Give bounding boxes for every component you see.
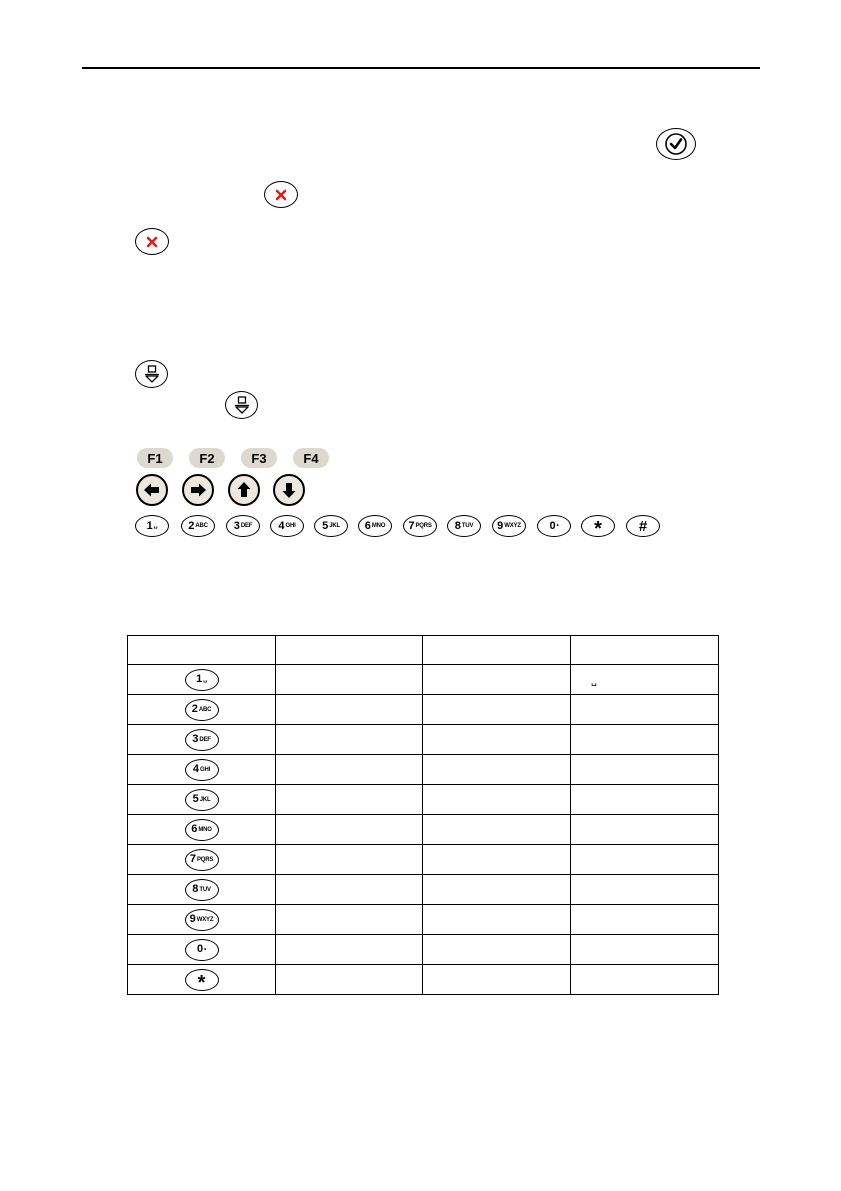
- key-4: 4 GHI: [185, 759, 219, 781]
- cancel-x-icon: [264, 181, 298, 208]
- key-mapping-table: [127, 635, 719, 995]
- table-row: [128, 665, 719, 695]
- key-cell: [128, 755, 276, 785]
- table-cell: [571, 785, 719, 815]
- table-cell: [571, 905, 719, 935]
- enter-down-icon: [135, 360, 168, 388]
- table-row: [128, 905, 719, 935]
- table-cell: [423, 695, 571, 725]
- key-7: 7 PQRS: [185, 849, 219, 871]
- key-7: 7 PQRS: [403, 515, 437, 537]
- key-5: 5 JKL: [314, 515, 348, 537]
- table-row: [128, 785, 719, 815]
- table-cell: [276, 935, 423, 965]
- key-hash: #: [626, 515, 660, 537]
- key-3: 3 DEF: [226, 515, 260, 537]
- key-cell: [128, 695, 276, 725]
- space-symbol: ␣: [591, 676, 597, 687]
- table-header-cell: [423, 636, 571, 665]
- table-row: [128, 755, 719, 785]
- up-arrow-icon: [228, 474, 260, 506]
- key-1: 1 ␣: [135, 515, 169, 537]
- table-cell: [423, 875, 571, 905]
- table-cell: [276, 695, 423, 725]
- key-4: 4 GHI: [270, 515, 304, 537]
- table-cell: [571, 815, 719, 845]
- table-cell: [571, 695, 719, 725]
- key-0: 0 •: [185, 939, 219, 961]
- key-6: 6 MNO: [185, 819, 219, 841]
- table-row: [128, 725, 719, 755]
- table-cell: [276, 965, 423, 995]
- key-cell: [128, 665, 276, 695]
- key-star: *: [185, 969, 219, 991]
- ok-key-check-icon: [656, 128, 696, 160]
- enter-down-icon: [225, 391, 258, 419]
- table-row: [128, 695, 719, 725]
- table-cell: [571, 845, 719, 875]
- table-cell: [276, 785, 423, 815]
- table-row: [128, 935, 719, 965]
- table-cell: [276, 725, 423, 755]
- key-star: *: [581, 515, 615, 537]
- f4-key: F4: [293, 448, 329, 468]
- table-cell: [423, 935, 571, 965]
- table-header-cell: [276, 636, 423, 665]
- table-cell: [423, 785, 571, 815]
- table-cell: [423, 905, 571, 935]
- table-cell: [276, 665, 423, 695]
- table-cell: [276, 905, 423, 935]
- f1-key: F1: [137, 448, 173, 468]
- table-cell: [423, 965, 571, 995]
- key-cell: [128, 785, 276, 815]
- table-row: [128, 965, 719, 995]
- key-cell: [128, 905, 276, 935]
- key-cell: [128, 875, 276, 905]
- table-cell: [276, 815, 423, 845]
- table-header-cell: [128, 636, 276, 665]
- right-arrow-icon: [182, 474, 214, 506]
- table-header-row: [128, 636, 719, 665]
- table-cell: [423, 725, 571, 755]
- key-9: 9 WXYZ: [185, 909, 219, 931]
- key-1: 1 ␣: [185, 669, 219, 691]
- table-cell: [571, 875, 719, 905]
- key-2: 2 ABC: [181, 515, 215, 537]
- table-cell: [423, 845, 571, 875]
- table-cell: [423, 665, 571, 695]
- table-row: [128, 815, 719, 845]
- table-cell: [423, 815, 571, 845]
- table-cell: [571, 965, 719, 995]
- left-arrow-icon: [136, 474, 168, 506]
- table-cell: [571, 665, 719, 695]
- table-cell: [423, 755, 571, 785]
- key-2: 2 ABC: [185, 699, 219, 721]
- key-0: 0 •: [537, 515, 571, 537]
- table-header-cell: [571, 636, 719, 665]
- key-cell: [128, 965, 276, 995]
- table-row: [128, 845, 719, 875]
- table-cell: [571, 755, 719, 785]
- table-cell: [276, 845, 423, 875]
- table-cell: [276, 755, 423, 785]
- table-cell: [276, 875, 423, 905]
- header-rule: [82, 67, 760, 69]
- key-9: 9 WXYZ: [492, 515, 526, 537]
- key-cell: [128, 845, 276, 875]
- table-cell: [571, 725, 719, 755]
- down-arrow-icon: [273, 474, 305, 506]
- key-8: 8 TUV: [185, 879, 219, 901]
- key-5: 5 JKL: [185, 789, 219, 811]
- key-6: 6 MNO: [358, 515, 392, 537]
- key-3: 3 DEF: [185, 729, 219, 751]
- key-cell: [128, 815, 276, 845]
- cancel-x-icon: [135, 228, 169, 255]
- key-cell: [128, 725, 276, 755]
- f3-key: F3: [241, 448, 277, 468]
- f2-key: F2: [189, 448, 225, 468]
- table-cell: [571, 935, 719, 965]
- key-8: 8 TUV: [447, 515, 481, 537]
- key-cell: [128, 935, 276, 965]
- table-row: [128, 875, 719, 905]
